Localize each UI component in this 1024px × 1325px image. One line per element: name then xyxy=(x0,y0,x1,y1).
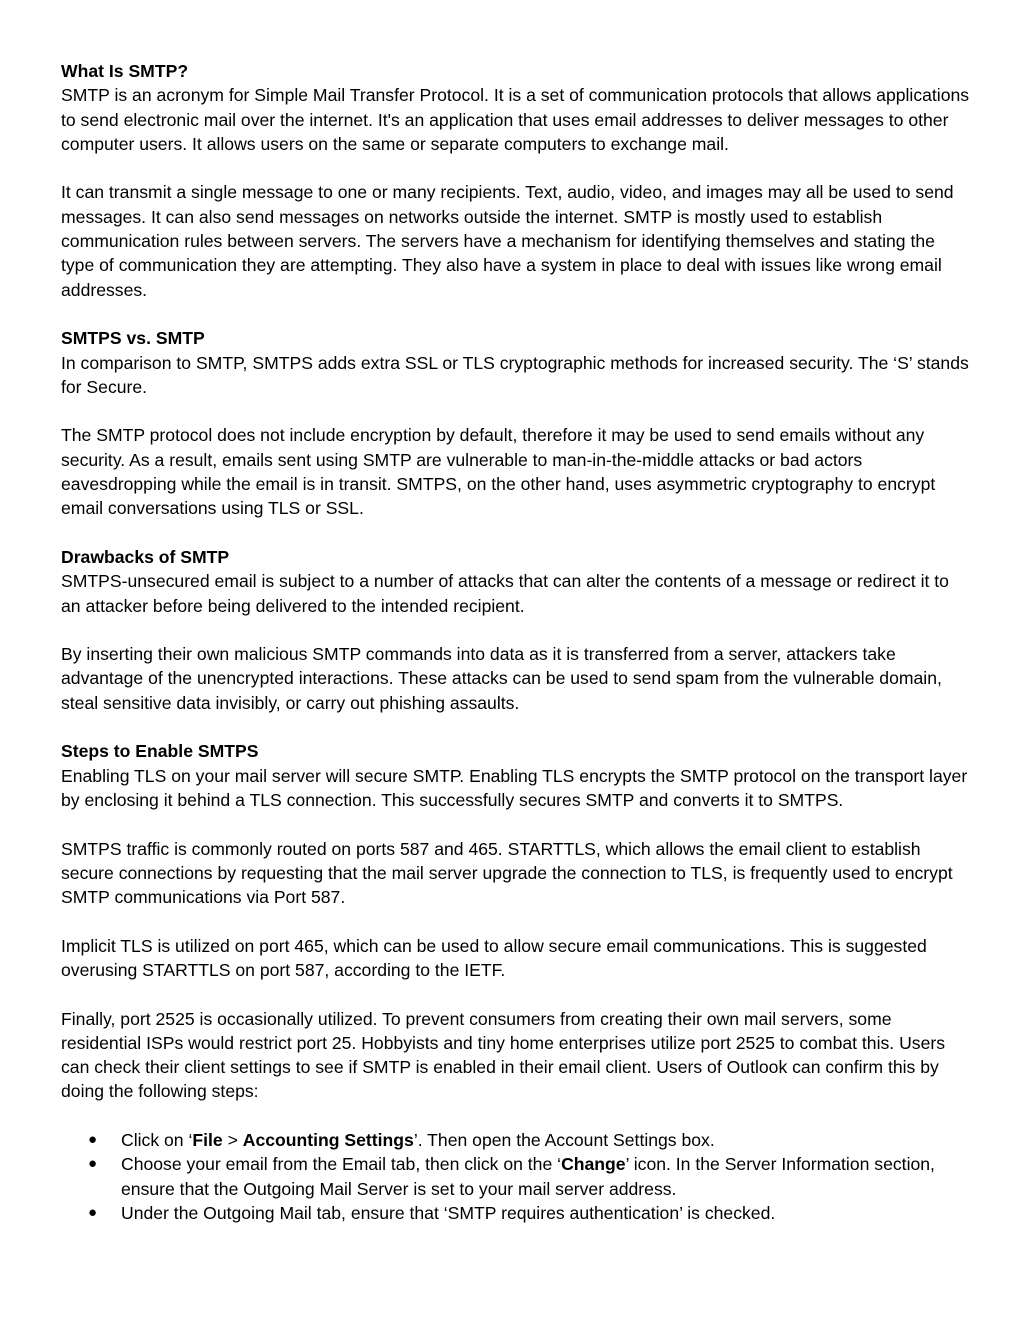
paragraph: The SMTP protocol does not include encryption by default, therefore it may be used to send emails without any security. As a result, emails sent using SMTP are vulnerable to man-in-the-middle attacks or bad actors eavesdropping while the email is in transit. SMTPS, on the other hand, uses asymmetric cryptography to encrypt email conversations using TLS or SSL. xyxy=(61,425,936,519)
spacer xyxy=(61,1104,971,1128)
spacer xyxy=(61,399,971,423)
spacer xyxy=(61,618,971,642)
spacer xyxy=(61,156,971,180)
steps-list xyxy=(61,1128,971,1225)
paragraph: SMTPS-unsecured email is subject to a number of attacks that can alter the contents of a message or redirect it to an attacker before being delivered to the intended recipient. xyxy=(61,571,949,616)
list-item-text: Click on ‘ xyxy=(121,1130,193,1151)
heading-smtps-vs-smtp: SMTPS vs. SMTP xyxy=(61,328,205,349)
list-item-text: Choose your email from the Email tab, then click on the ‘ xyxy=(121,1154,562,1175)
paragraph: SMTP is an acronym for Simple Mail Transfer Protocol. It is a set of communication protocols that allows applications to send electronic mail over the internet. It's an application that uses email addresses to deliver messages to other computer users. It allows users on the same or separate computers to exchange mail. xyxy=(61,85,970,154)
list-item xyxy=(61,1152,971,1201)
document-page xyxy=(61,59,971,1225)
change-label: Change xyxy=(561,1154,626,1175)
list-item xyxy=(61,1201,971,1225)
spacer xyxy=(61,715,971,739)
list-item-text: > xyxy=(222,1130,243,1151)
spacer xyxy=(61,909,971,933)
paragraph: SMTPS traffic is commonly routed on ports 587 and 465. STARTTLS, which allows the email client to establish secure connections by requesting that the mail server upgrade the connection to TLS, is frequently used to encrypt SMTP communications via Port 587. xyxy=(61,838,953,908)
spacer xyxy=(61,302,971,326)
list-item-text: ’ icon. In the Server Information section, ensure that the Outgoing Mail Server is set to your mail server address. xyxy=(121,1154,935,1199)
bullet-icon: ● xyxy=(88,1131,98,1149)
spacer xyxy=(61,521,971,545)
heading-what-is-smtp: What Is SMTP? xyxy=(61,61,189,81)
accounting-settings-label: Accounting Settings xyxy=(242,1130,414,1151)
paragraph: By inserting their own malicious SMTP commands into data as it is transferred from a server, attackers take advantage of the unencrypted interactions. These attacks can be used to send spam from the vulnerable domain, steal sensitive data invisibly, or carry out phishing assaults. xyxy=(61,644,942,713)
list-item-text: ’. Then open the Account Settings box. xyxy=(413,1130,715,1151)
paragraph: Implicit TLS is utilized on port 465, which can be used to allow secure email communications. This is suggested overusing STARTTLS on port 587, according to the IETF. xyxy=(61,935,927,980)
paragraph: It can transmit a single message to one or many recipients. Text, audio, video, and images may all be used to send messages. It can also send messages on networks outside the internet. SMTP is mostly used to establish communication rules between servers. The servers have a mechanism for identifying themselves and stating the type of communication they are attempting. They also have a system in place to deal with issues like wrong email addresses. xyxy=(61,182,954,300)
bullet-icon: ● xyxy=(88,1203,98,1221)
paragraph: Finally, port 2525 is occasionally utilized. To prevent consumers from creating their own mail servers, some residential ISPs would restrict port 25. Hobbyists and tiny home enterprises utilize port 2525 to combat this. Users can check their client settings to see if SMTP is enabled in their email client. Users of Outlook can confirm this by doing the following steps: xyxy=(61,1008,946,1102)
bullet-icon: ● xyxy=(88,1155,98,1173)
paragraph: Enabling TLS on your mail server will secure SMTP. Enabling TLS encrypts the SMTP protocol on the transport layer by enclosing it behind a TLS connection. This successfully secures SMTP and converts it to SMTPS. xyxy=(61,765,968,810)
heading-drawbacks: Drawbacks of SMTP xyxy=(61,546,230,567)
list-item xyxy=(61,1128,971,1152)
paragraph: In comparison to SMTP, SMTPS adds extra SSL or TLS cryptographic methods for increased security. The ‘S’ stands for Secure. xyxy=(61,352,969,397)
spacer xyxy=(61,982,971,1006)
spacer xyxy=(61,812,971,836)
file-label: File xyxy=(192,1130,223,1151)
heading-steps: Steps to Enable SMTPS xyxy=(61,741,259,762)
list-item-text: Under the Outgoing Mail tab, ensure that ‘SMTP requires authentication’ is checked. xyxy=(121,1202,776,1223)
